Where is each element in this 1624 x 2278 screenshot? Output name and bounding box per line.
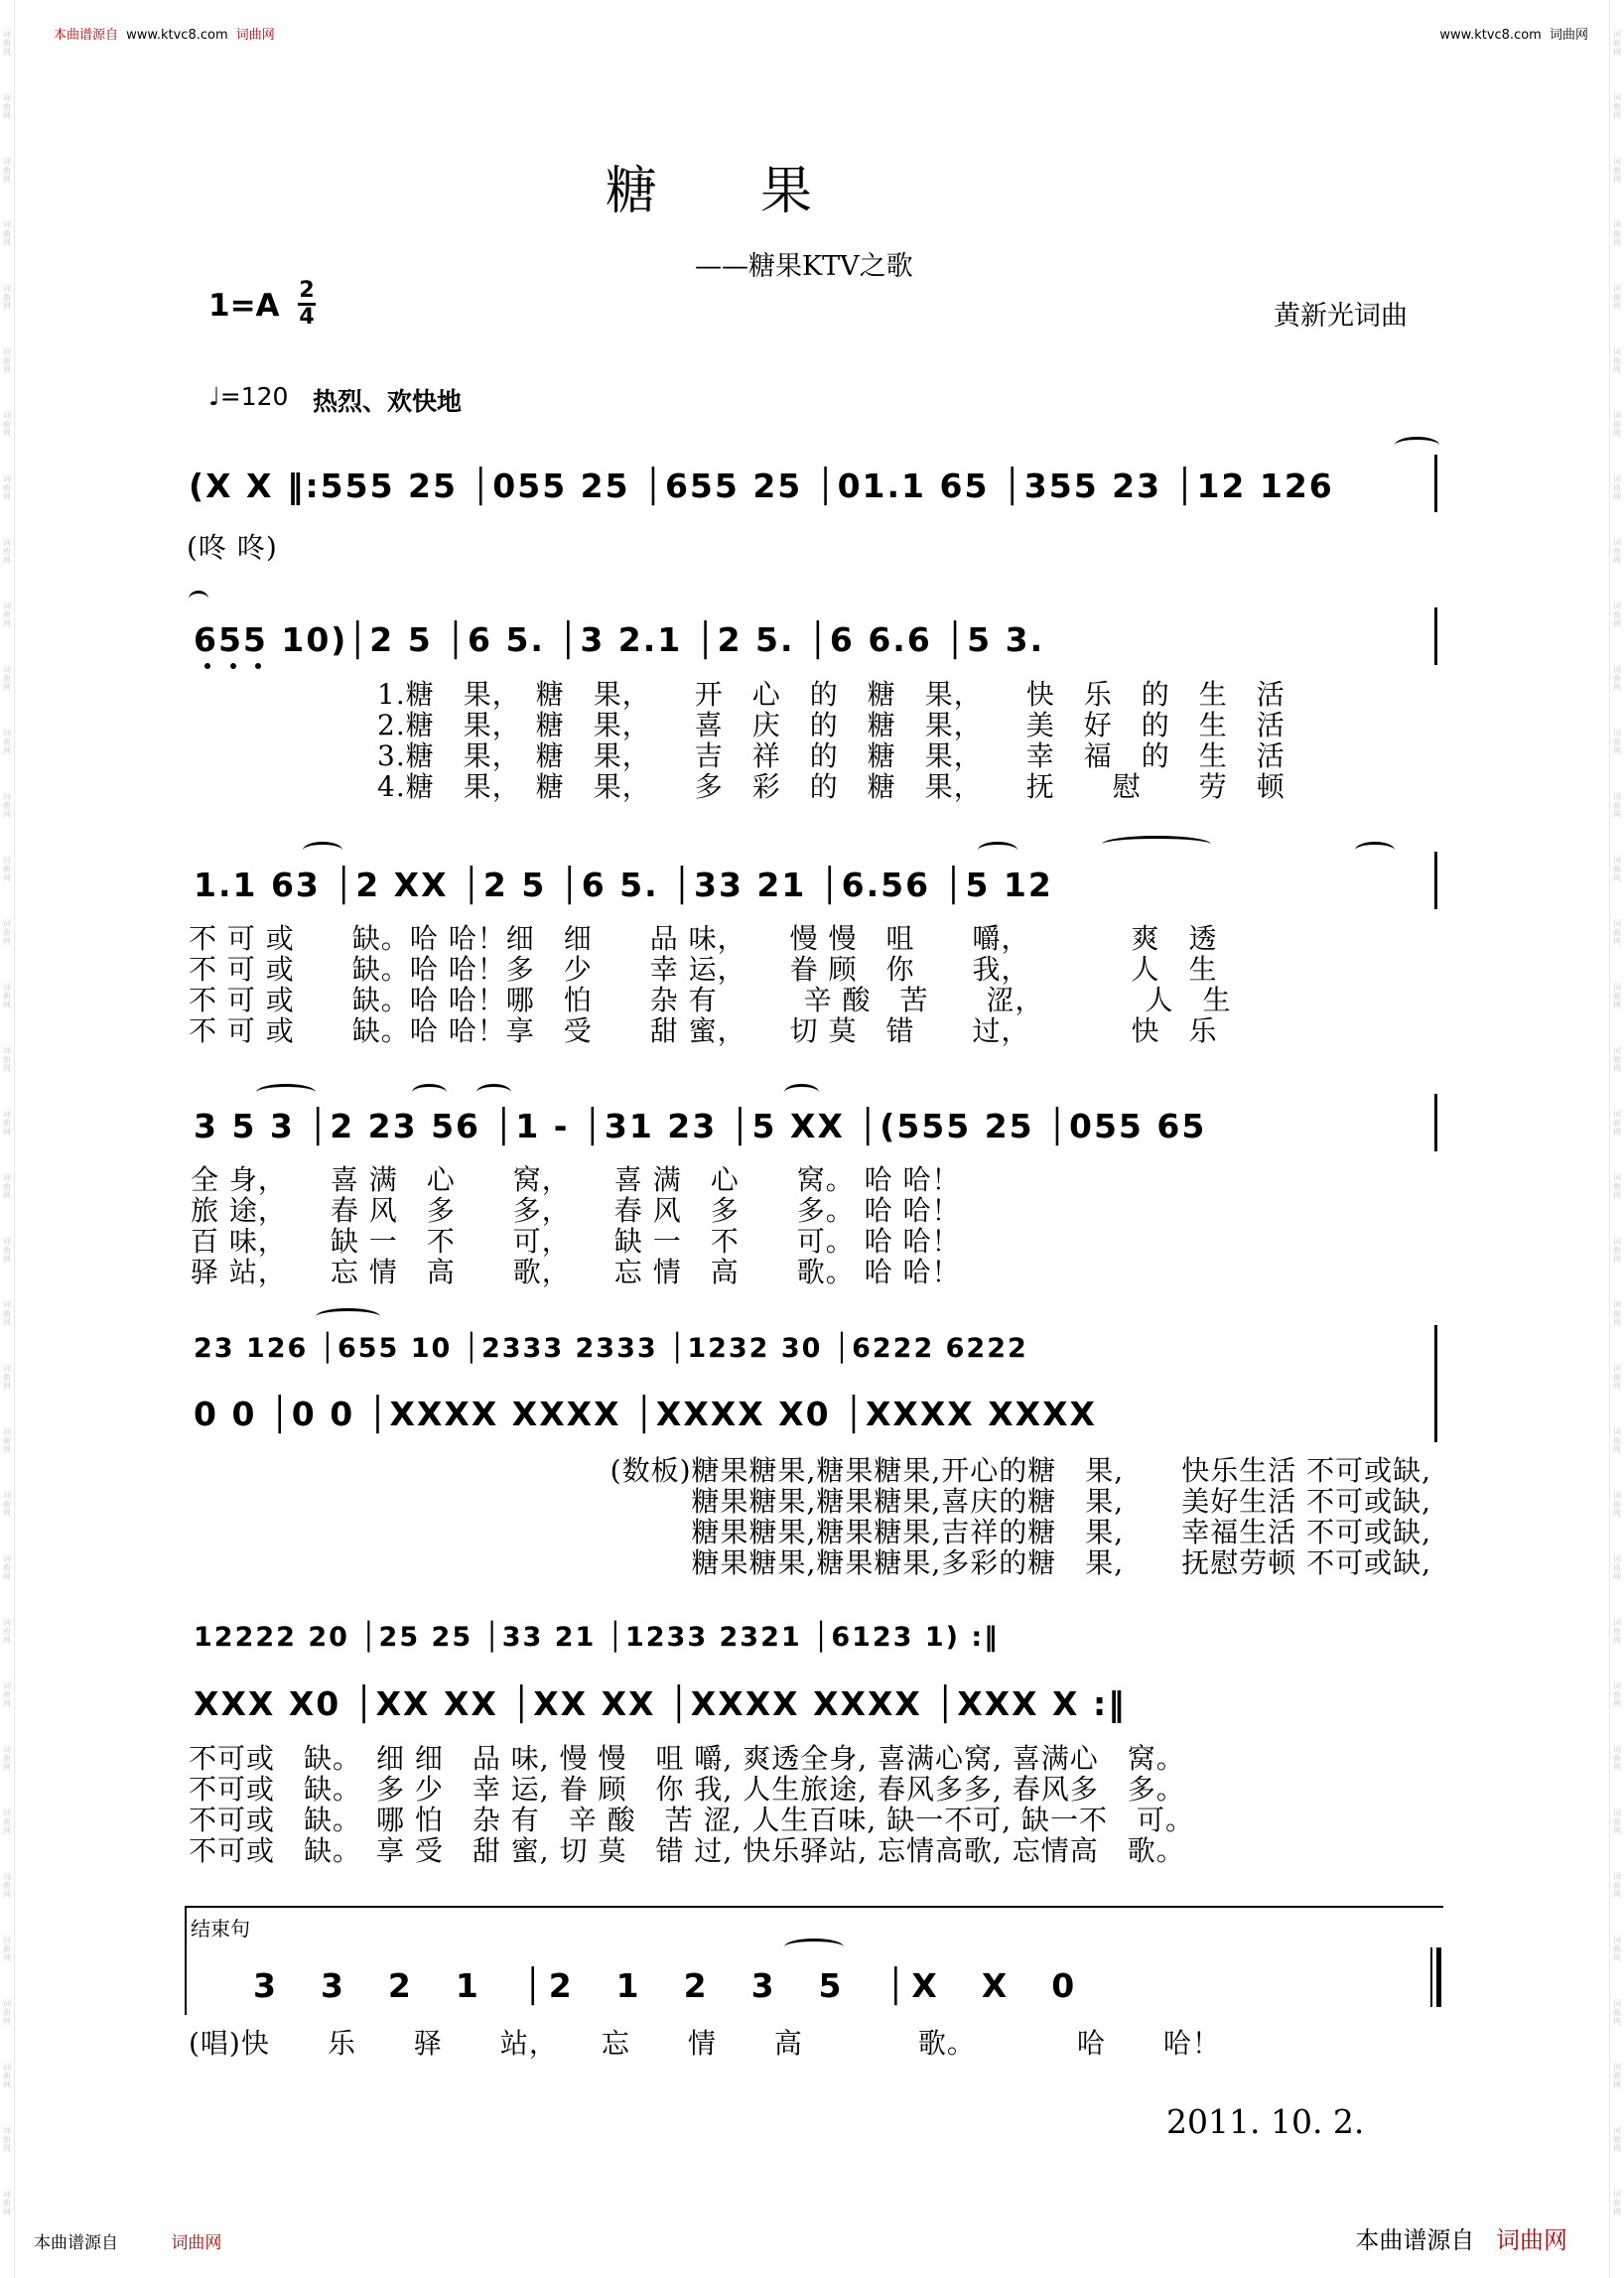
side-watermark-text: 词曲网 — [1613, 1745, 1621, 1772]
header-left-source: 本曲谱源自 — [54, 28, 119, 43]
verse-line: 不可或 缺。 细 细 品 味, 慢 慢 咀 嚼, 爽透全身, 喜满心窝, 喜满心 窝。 — [189, 1742, 1185, 1775]
tempo-mark: ♩=120 — [208, 382, 289, 411]
time-signature — [298, 280, 316, 329]
barline — [1434, 1094, 1437, 1151]
slur — [978, 842, 1017, 859]
side-watermark-text: 词曲网 — [3, 919, 11, 946]
row4-lyrics — [191, 1164, 961, 1287]
verse-line: 糖果糖果,糖果糖果,喜庆的糖 果, 美好生活 不可或缺, — [691, 1485, 1431, 1518]
slur — [303, 842, 342, 859]
ending-label: 结束句 — [191, 1917, 250, 1941]
side-watermark-text: 词曲网 — [1613, 1173, 1621, 1200]
side-watermark-text: 词曲网 — [3, 1681, 11, 1708]
side-watermark-text: 词曲网 — [1613, 2126, 1621, 2153]
side-watermark-text: 词曲网 — [1613, 1364, 1621, 1391]
footer-left-site[interactable]: 词曲网 — [171, 2233, 222, 2253]
side-watermark-text: 词曲网 — [3, 792, 11, 819]
song-subtitle: ——糖果KTV之歌 — [695, 251, 913, 282]
footer-right-site[interactable]: 词曲网 — [1496, 2226, 1567, 2254]
side-watermark-text: 词曲网 — [3, 347, 11, 374]
ending-box-side — [185, 1906, 187, 2015]
side-watermark-text: 词曲网 — [3, 1427, 11, 1454]
verse-line: 不 可 或 缺。哈 哈！哪 怕 杂 有 辛 酸 苦 涩， 人 生 — [189, 984, 1232, 1016]
slur — [1395, 437, 1439, 454]
side-watermark-text: 词曲网 — [3, 983, 11, 1009]
verse-line: 不 可 或 缺。哈 哈！享 受 甜 蜜， 切 莫 错 过， 快 乐 — [189, 1014, 1218, 1047]
composition-date: 2011. 10. 2. — [1166, 2102, 1365, 2141]
side-watermark-text: 词曲网 — [3, 30, 11, 57]
side-watermark-text: 词曲网 — [1613, 538, 1621, 565]
header-left-site[interactable]: 词曲网 — [235, 28, 275, 43]
ending-notation: 3 3 2 1 │2 1 2 3 5 │X X 0 — [253, 1966, 1081, 2005]
side-watermark-text: 词曲网 — [3, 1809, 11, 1835]
side-watermark-text: 词曲网 — [3, 1046, 11, 1073]
side-watermark-text: 词曲网 — [1613, 602, 1621, 628]
side-watermark-text: 词曲网 — [3, 1300, 11, 1327]
time-signature-top: 2 — [299, 278, 315, 303]
side-watermark-text: 词曲网 — [1613, 919, 1621, 946]
verse-line: 不可或 缺。 享 受 甜 蜜, 切 莫 错 过, 快乐驿站, 忘情高歌, 忘情高 歌。 — [189, 1834, 1185, 1867]
time-signature-bottom: 4 — [299, 305, 315, 330]
footer-left — [34, 2228, 221, 2253]
side-watermark-text: 词曲网 — [3, 1491, 11, 1518]
row5-melody: 23 126 │655 10 │2333 2333 │1232 30 │6222 6222 — [194, 1333, 1028, 1364]
barline — [1434, 852, 1437, 909]
row3-notation: 1.1 63 │2 XX │2 5 │6 5. │33 21 │6.56 │5 12 — [194, 866, 1053, 904]
side-watermark-text: 词曲网 — [3, 220, 11, 247]
side-watermark-text: 词曲网 — [1613, 856, 1621, 882]
side-watermark-text: 词曲网 — [1613, 347, 1621, 374]
side-watermark-text: 词曲网 — [3, 665, 11, 692]
song-author: 黄新光词曲 — [1274, 301, 1408, 332]
slur — [784, 1939, 844, 1955]
verse-line: 糖果糖果,糖果糖果,吉祥的糖 果, 幸福生活 不可或缺, — [691, 1516, 1431, 1548]
side-watermark-text: 词曲网 — [3, 1110, 11, 1137]
verse-line: 3.糖 果， 糖 果， 吉 祥 的 糖 果， 幸 福 的 生 活 — [377, 739, 1286, 772]
side-watermark-text: 词曲网 — [3, 93, 11, 120]
side-watermark-text: 词曲网 — [1613, 1237, 1621, 1264]
side-watermark-text: 词曲网 — [1613, 1427, 1621, 1454]
barline — [1434, 607, 1437, 665]
header-right-url[interactable]: www.ktvc8.com — [1439, 28, 1542, 43]
final-barline-thin — [1430, 1947, 1432, 2007]
row3-lyrics — [189, 923, 1232, 1046]
header-left — [54, 24, 275, 43]
side-watermark-text: 词曲网 — [1613, 1999, 1621, 2026]
side-watermark-text: 词曲网 — [3, 1554, 11, 1581]
side-watermark-text: 词曲网 — [1613, 1681, 1621, 1708]
header-left-url[interactable]: www.ktvc8.com — [126, 28, 228, 43]
verse-line: 糖果糖果,糖果糖果,多彩的糖 果, 抚慰劳顿 不可或缺, — [691, 1546, 1431, 1579]
verse-line: 2.糖 果， 糖 果， 喜 庆 的 糖 果， 美 好 的 生 活 — [377, 709, 1286, 741]
low-octave-dot — [255, 663, 261, 669]
side-watermark-text: 词曲网 — [1613, 220, 1621, 247]
row2-notation: 655 10)│2 5 │6 5. │3 2.1 │2 5. │6 6.6 │5 3. — [194, 620, 1045, 659]
side-watermark-text: 词曲网 — [1613, 157, 1621, 184]
row6-melody: 12222 20 │25 25 │33 21 │1233 2321 │6123 1) :‖ — [194, 1622, 1000, 1653]
ending-lyric: (唱)快 乐 驿 站， 忘 情 高 歌。 哈 哈！ — [189, 2027, 1221, 2060]
verse-line: 百 味， 缺 一 不 可， 缺 一 不 可。 哈 哈！ — [191, 1225, 961, 1258]
side-watermark-text: 词曲网 — [3, 284, 11, 311]
side-watermark-text: 词曲网 — [3, 1364, 11, 1391]
side-watermark-text: 词曲网 — [1613, 1046, 1621, 1073]
verse-line: 旅 途， 春 风 多 多， 春 风 多 多。 哈 哈！ — [191, 1194, 961, 1227]
verse-line: 全 身， 喜 满 心 窝， 喜 满 心 窝。 哈 哈！ — [191, 1163, 961, 1196]
side-watermark-text: 词曲网 — [3, 1936, 11, 1962]
side-watermark-text: 词曲网 — [3, 474, 11, 501]
side-watermark-text: 词曲网 — [1613, 983, 1621, 1009]
side-watermark-text: 词曲网 — [1613, 729, 1621, 755]
verse-line: 驿 站， 忘 情 高 歌， 忘 情 高 歌。 哈 哈！ — [191, 1256, 961, 1288]
row4-notation: 3 5 3 │2 23 56 │1 - │31 23 │5 XX │(555 25 │055 65 — [194, 1107, 1207, 1145]
row2-lyrics — [377, 679, 1286, 802]
verse-line: 不可或 缺。 多 少 幸 运, 眷 顾 你 我, 人生旅途, 春风多多, 春风多 多。 — [189, 1773, 1185, 1806]
verse-line: 不可或 缺。 哪 怕 杂 有 辛 酸 苦 涩, 人生百味, 缺一不可, 缺一不 可。 — [189, 1804, 1195, 1836]
side-watermark-text: 词曲网 — [3, 1999, 11, 2026]
side-watermark-text: 词曲网 — [3, 1872, 11, 1899]
side-watermark-text: 词曲网 — [3, 1173, 11, 1200]
side-watermark-text: 词曲网 — [1613, 1300, 1621, 1327]
expression-mark: 热烈、欢快地 — [313, 387, 463, 416]
side-watermark-text: 词曲网 — [3, 157, 11, 184]
slur — [412, 1084, 447, 1101]
side-watermark-text: 词曲网 — [3, 2063, 11, 2089]
side-watermark-text: 词曲网 — [3, 538, 11, 565]
side-watermark-text: 词曲网 — [1613, 665, 1621, 692]
side-watermark-text: 词曲网 — [1613, 2190, 1621, 2216]
row6-lyrics — [189, 1743, 1194, 1866]
slur — [1355, 842, 1395, 859]
side-watermark-text: 词曲网 — [3, 1237, 11, 1264]
header-right — [1439, 24, 1588, 43]
left-watermark-strip — [0, 0, 15, 2278]
verse-line: 不 可 或 缺。哈 哈！细 细 品 味， 慢 慢 咀 嚼， 爽 透 — [189, 922, 1218, 955]
row6-percussion: XXX X0 │XX XX │XX XX │XXXX XXXX │XXX X :‖ — [194, 1684, 1127, 1723]
side-watermark-text: 词曲网 — [1613, 1618, 1621, 1645]
verse-line: 不 可 或 缺。哈 哈！多 少 幸 运， 眷 顾 你 我， 人 生 — [189, 953, 1218, 986]
side-watermark-text: 词曲网 — [3, 2190, 11, 2216]
row1-sub: (咚 咚) — [187, 531, 278, 564]
final-barline-thick — [1436, 1947, 1441, 2007]
side-watermark-text: 词曲网 — [1613, 30, 1621, 57]
side-watermark-text: 词曲网 — [1613, 1554, 1621, 1581]
song-title: 糖 果 — [606, 162, 813, 221]
side-watermark-text: 词曲网 — [1613, 1110, 1621, 1137]
side-watermark-text: 词曲网 — [1613, 93, 1621, 120]
slur — [316, 1308, 380, 1325]
barline — [1434, 1325, 1437, 1442]
slur — [189, 591, 208, 607]
row5-lyrics — [459, 1455, 1431, 1578]
footer-left-source: 本曲谱源自 — [34, 2233, 118, 2253]
barline — [1434, 455, 1437, 512]
side-watermark-text: 词曲网 — [1613, 1809, 1621, 1835]
row1-notation: (X X ‖:555 25 │055 25 │655 25 │01.1 65 │355 23 │12 126 — [189, 467, 1334, 505]
side-watermark-text: 词曲网 — [3, 1618, 11, 1645]
footer-right-source: 本曲谱源自 — [1355, 2226, 1475, 2254]
side-watermark-text: 词曲网 — [3, 602, 11, 628]
right-watermark-strip — [1609, 0, 1624, 2278]
low-octave-dot — [204, 663, 210, 669]
slur — [784, 1084, 819, 1101]
side-watermark-text: 词曲网 — [1613, 1491, 1621, 1518]
side-watermark-text: 词曲网 — [1613, 411, 1621, 438]
side-watermark-text: 词曲网 — [3, 729, 11, 755]
footer-right — [1355, 2220, 1567, 2255]
side-watermark-text: 词曲网 — [1613, 1936, 1621, 1962]
header-right-site[interactable]: 词曲网 — [1549, 28, 1588, 43]
side-watermark-text: 词曲网 — [1613, 1872, 1621, 1899]
ending-box-line — [185, 1906, 1443, 1908]
side-watermark-text: 词曲网 — [1613, 284, 1621, 311]
side-watermark-text: 词曲网 — [3, 1745, 11, 1772]
side-watermark-text: 词曲网 — [3, 411, 11, 438]
slur — [256, 1084, 316, 1101]
low-octave-dot — [230, 663, 236, 669]
side-watermark-text: 词曲网 — [1613, 474, 1621, 501]
side-watermark-text: 词曲网 — [1613, 792, 1621, 819]
slur — [1102, 836, 1211, 853]
verse-line: 4.糖 果， 糖 果， 多 彩 的 糖 果， 抚 慰 劳 顿 — [377, 770, 1286, 803]
side-watermark-text: 词曲网 — [3, 856, 11, 882]
verse-line: (数板)糖果糖果,糖果糖果,开心的糖 果, 快乐生活 不可或缺, — [609, 1454, 1431, 1487]
side-watermark-text: 词曲网 — [1613, 2063, 1621, 2089]
key-signature: 1=A — [208, 288, 280, 324]
verse-line: 1.糖 果， 糖 果， 开 心 的 糖 果， 快 乐 的 生 活 — [377, 678, 1286, 711]
row5-percussion: 0 0 │0 0 │XXXX XXXX │XXXX X0 │XXXX XXXX — [194, 1395, 1097, 1433]
side-watermark-text: 词曲网 — [3, 2126, 11, 2153]
slur — [476, 1084, 511, 1101]
